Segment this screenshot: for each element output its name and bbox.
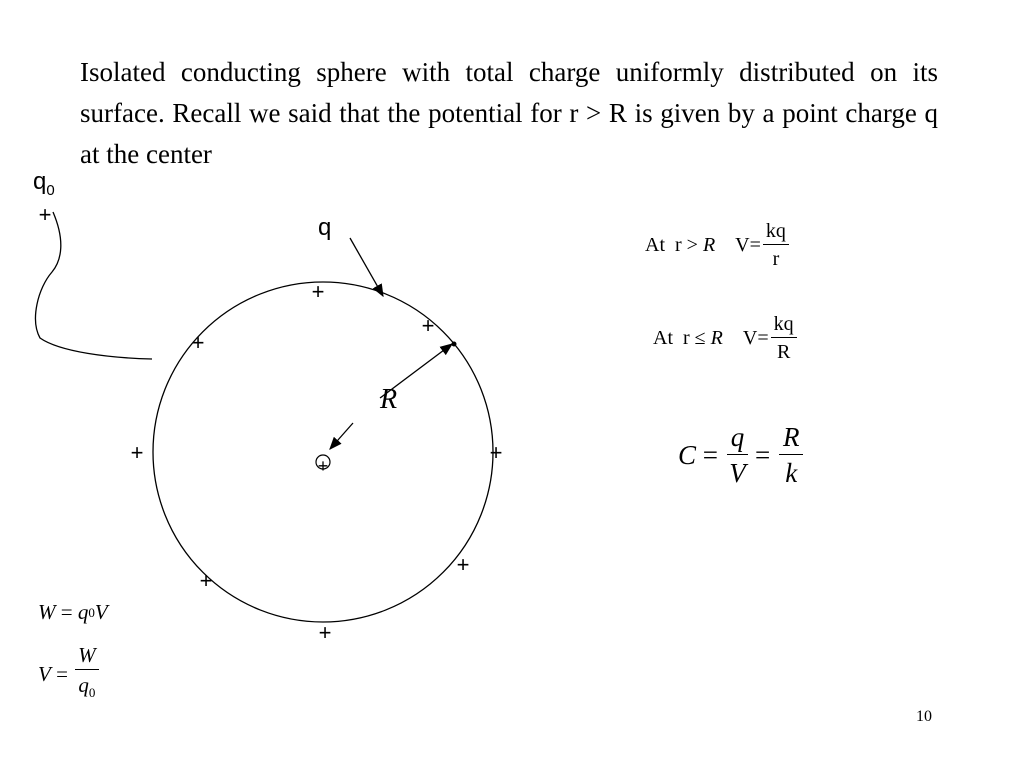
intro-paragraph: Isolated conducting sphere with total charge uniformly distributed on its surface. Recall we said that the potential for r > R is given by a point charge q at the center bbox=[80, 57, 938, 169]
test-charge-path bbox=[36, 212, 152, 359]
surface-plus: + bbox=[311, 279, 325, 304]
center-charge-sign: + bbox=[317, 456, 329, 476]
test-charge-label: $q_0$ bbox=[33, 168, 55, 199]
equation-capacitance: C = $\frac{q}{V}$ = $\frac{R}{k}$ bbox=[678, 422, 803, 488]
surface-plus: + bbox=[130, 440, 144, 465]
surface-point bbox=[452, 342, 457, 347]
equation-work: W = q 0 V bbox=[38, 600, 108, 624]
test-charge-sign: + bbox=[38, 202, 52, 227]
equation-outside: At r > R V= $\frac{kq}{r}$ bbox=[645, 220, 789, 270]
slide-number: 10 bbox=[916, 708, 932, 725]
sphere-charge-label: q bbox=[318, 214, 332, 241]
radius-label: R bbox=[380, 384, 398, 415]
surface-plus: + bbox=[421, 313, 435, 338]
surface-plus: + bbox=[489, 440, 503, 465]
radius-arrow-inner bbox=[330, 423, 353, 449]
surface-plus: + bbox=[199, 568, 213, 593]
equation-potential: V = $\frac{W}{q_0}$ bbox=[38, 643, 99, 705]
surface-plus: + bbox=[318, 620, 332, 645]
surface-plus: + bbox=[456, 552, 470, 577]
surface-plus: + bbox=[191, 330, 205, 355]
equation-inside: At r ≤ R V= $\frac{kq}{R}$ bbox=[653, 313, 797, 363]
